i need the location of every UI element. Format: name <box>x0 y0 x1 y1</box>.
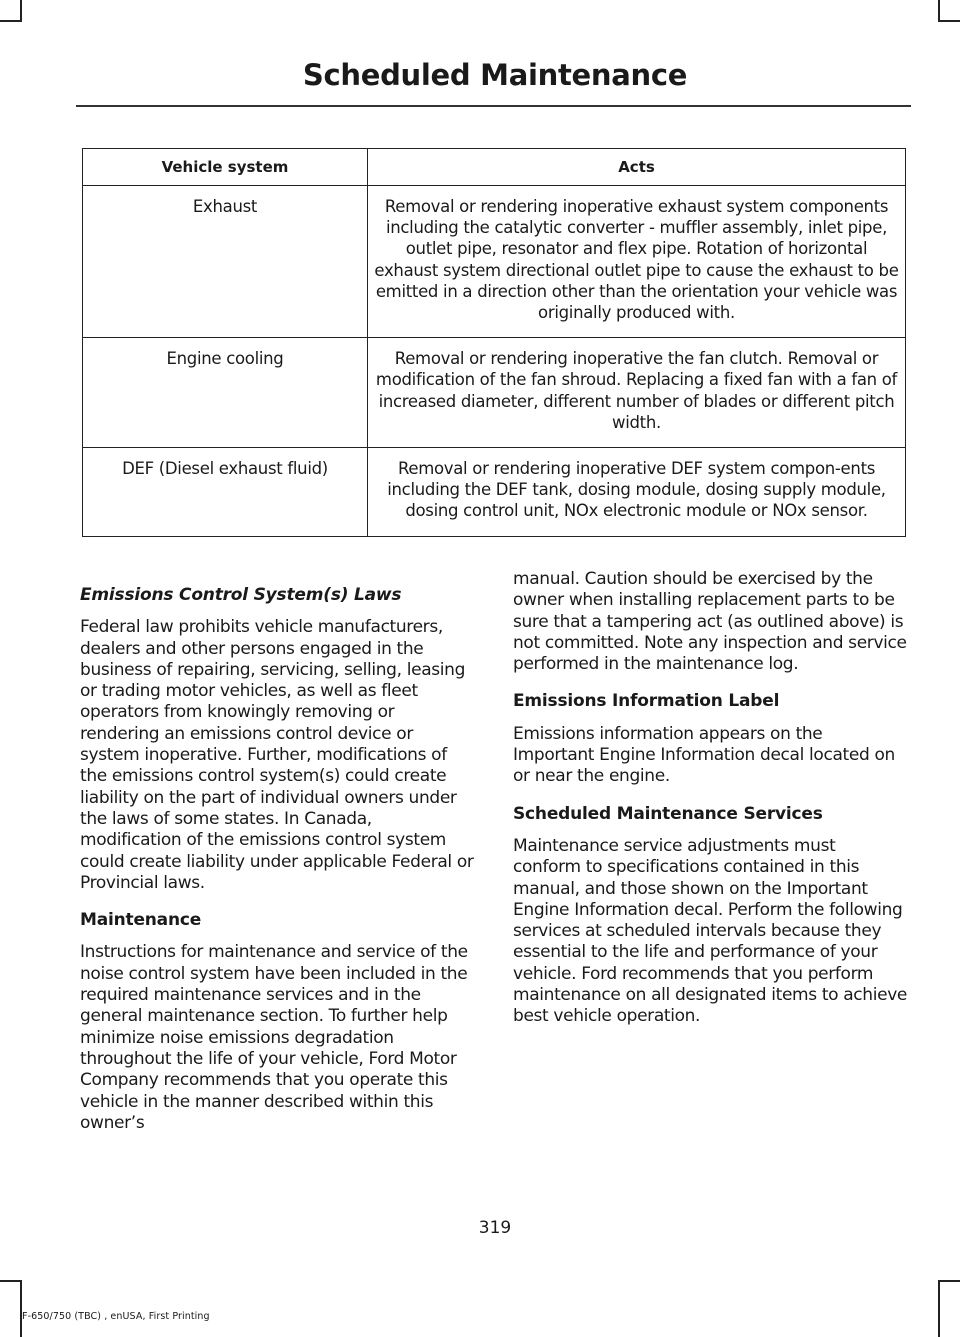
column-header-vehicle-system: Vehicle system <box>83 149 368 186</box>
column-header-acts: Acts <box>368 149 906 186</box>
table-row <box>83 338 906 448</box>
paragraph-maintenance-part2: manual. Caution should be exercised by the owner when installing replacement parts to be sure that a tampering act (as outlined above) is not committed. Note any inspection and service performed in the maintenance log. <box>513 569 907 675</box>
table-cell-acts: Removal or rendering inoperative the fan clutch. Removal or modification of the fan shroud. Replacing a fixed fan with a fan of increased diameter, different number of blades or different pitch width. <box>368 338 906 448</box>
table-cell-system: Exhaust <box>83 186 368 338</box>
crop-mark-top-left-h <box>0 20 22 22</box>
right-column <box>513 569 908 1044</box>
section-heading-emissions-label: Emissions Information Label <box>513 691 780 712</box>
crop-mark-bottom-right <box>938 1280 940 1337</box>
paragraph-emissions-laws: Federal law prohibits vehicle manufacturers, dealers and other persons engaged in the business of repairing, servicing, selling, leasing or trading motor vehicles, as well as fleet operators from knowingly removing or rendering an emissions control device or system inoperative. Further, modifications of the emissions control system(s) could create liability on the part of individual owners under the laws of some states. In Canada, modification of the emissions control system could create liability under applicable Federal or Provincial laws. <box>80 617 474 893</box>
table-row <box>83 448 906 537</box>
title-divider <box>76 105 911 107</box>
section-heading-scheduled-services: Scheduled Maintenance Services <box>513 803 823 824</box>
crop-mark-top-right-h <box>938 20 960 22</box>
crop-mark-bottom-right-h <box>938 1280 960 1282</box>
table-cell-acts: Removal or rendering inoperative exhaust system components including the catalytic converter - muffler assembly, inlet pipe, outlet pipe, resonator and flex pipe. Rotation of horizontal exhaust system directional outlet pipe to cause the exhaust to be emitted in a direction other than the orientation your vehicle was originally produced with. <box>368 186 906 338</box>
table-cell-acts: Removal or rendering inoperative DEF system compon-ents including the DEF tank, dosing module, dosing supply module, dosing control unit, NOx electronic module or NOx sensor. <box>368 448 906 537</box>
section-heading-maintenance: Maintenance <box>80 910 202 931</box>
paragraph-emissions-label: Emissions information appears on the Important Engine Information decal located on or near the engine. <box>513 723 895 787</box>
section-heading-emissions-laws: Emissions Control System(s) Laws <box>80 585 402 605</box>
crop-mark-top-left <box>20 0 22 22</box>
page-number: 319 <box>478 1218 512 1238</box>
footer-imprint: F-650/750 (TBC) , enUSA, First Printing <box>22 1311 210 1322</box>
table-cell-system: DEF (Diesel exhaust fluid) <box>83 448 368 537</box>
tampering-acts-table <box>82 148 906 537</box>
paragraph-scheduled-services: Maintenance service adjustments must conform to specifications contained in this manual, and those shown on the Important Engine Information decal. Perform the following services at scheduled intervals because they essential to the life and performance of your vehicle. Ford recommends that you perform maintenance on all designated items to achieve best vehicle operation. <box>513 835 908 1027</box>
crop-mark-bottom-left <box>20 1280 22 1337</box>
table-cell-system: Engine cooling <box>83 338 368 448</box>
page-title: Scheduled Maintenance <box>302 58 688 92</box>
crop-mark-top-right <box>938 0 940 22</box>
left-column <box>80 585 475 1150</box>
paragraph-maintenance-part1: Instructions for maintenance and service of the noise control system have been included in the required maintenance services and in the general maintenance section. To further help minimize noise emissions degradation throughout the life of your vehicle, Ford Motor Company recommends that you operate this vehicle in the manner described within this owner’s <box>80 942 468 1133</box>
table-row <box>83 186 906 338</box>
table-header-row <box>83 149 906 186</box>
crop-mark-bottom-left-h <box>0 1280 22 1282</box>
